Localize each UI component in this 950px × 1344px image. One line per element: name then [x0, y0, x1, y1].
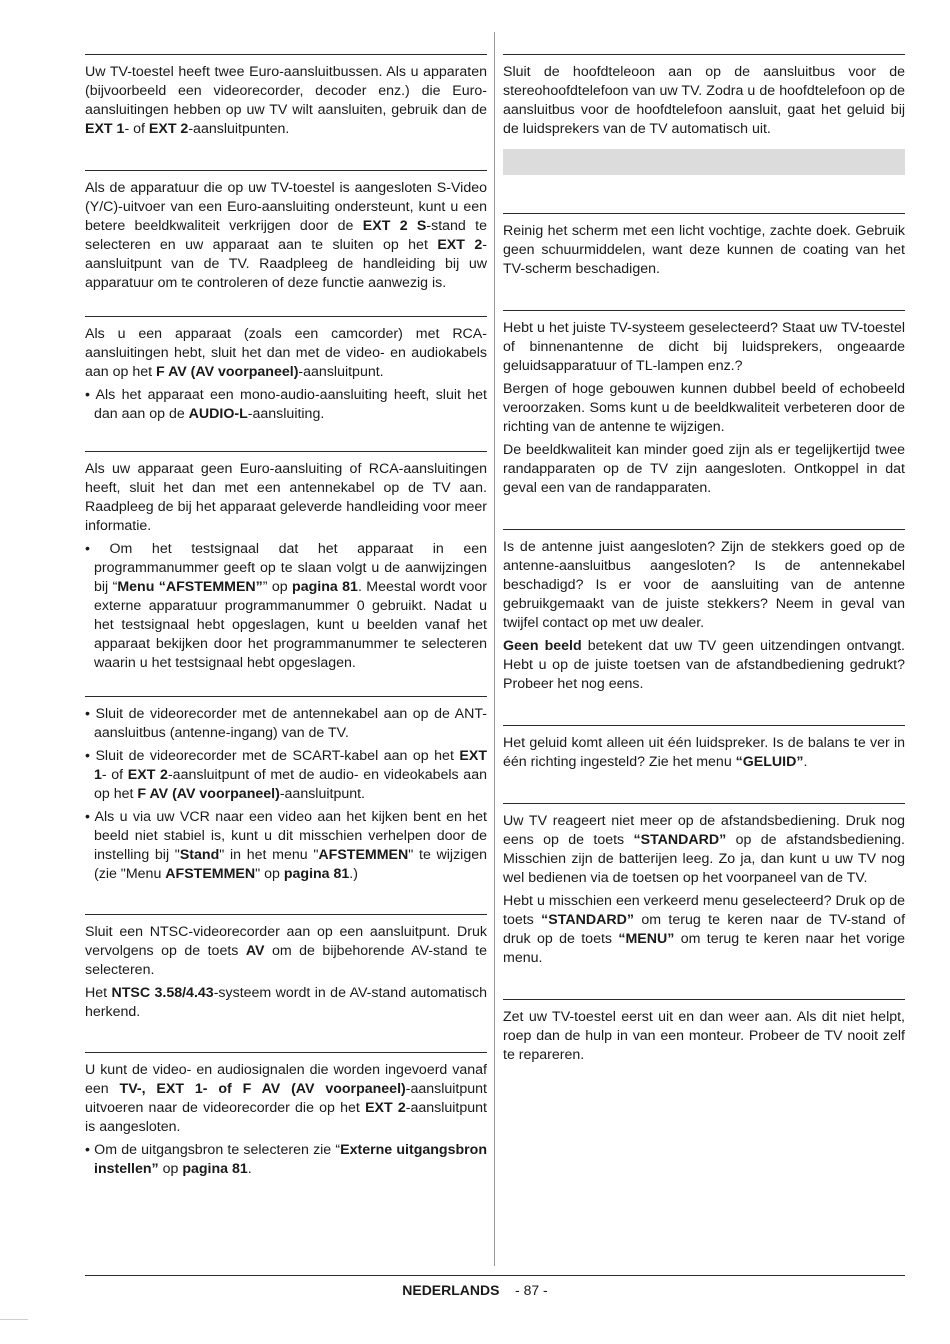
section-rule: [503, 213, 905, 214]
section-rule: [503, 725, 905, 726]
section-rule: [85, 170, 487, 171]
right-section-7: [503, 999, 905, 1069]
section-rule: [503, 54, 905, 55]
left-section-4: [85, 451, 487, 677]
section-rule: [503, 310, 905, 311]
paragraph: Sluit de hoofdteleoon aan op de aansluitbus voor de stereohoofdtelefoon van uw TV. Zodra u de hoofdtelefoon op de aansluitbus voor de hoofdtelefoon aansluit, gaat het geluid bij de luidsprekers van de TV automatisch uit.: [503, 64, 905, 137]
paragraph: Sluit een NTSC-videorecorder aan op een aansluitpunt. Druk vervolgens op de toets AV om de bijbehorende AV-stand te selecteren.: [85, 924, 487, 978]
paragraph: De beeldkwaliteit kan minder goed zijn als er tegelijkertijd twee randapparaten op de TV zijn aangesloten. Ontkoppel in dat geval een van de randapparaten.: [503, 442, 905, 496]
left-section-3: [85, 316, 487, 428]
right-section-6: [503, 803, 905, 972]
right-section-3: [503, 310, 905, 502]
paragraph: Hebt u misschien een verkeerd menu geselecteerd? Druk op de toets “STANDARD” om terug te keren naar de TV-stand of druk op de toets “MENU” om terug te keren naar het vorige menu.: [503, 893, 906, 966]
right-section-1: [503, 54, 905, 143]
left-section-2: [85, 170, 487, 297]
paragraph: Uw TV-toestel heeft twee Euro-aansluitbussen. Als u apparaten (bijvoorbeeld een videorecorder, decoder enz.) die Euro-aansluitingen hebben op uw TV wilt aansluiten, gebruik dan de EXT 1- of EXT 2-aansluitpunten.: [85, 64, 487, 137]
left-section-1: [85, 54, 487, 143]
section-rule: [85, 451, 487, 452]
right-section-4: [503, 529, 905, 698]
paragraph: Hebt u het juiste TV-systeem geselecteerd? Staat uw TV-toestel of binnenantenne de dicht bij luidsprekers, ongeaarde geluidsapparatuur of TL-lampen enz.?: [503, 320, 905, 374]
paragraph: Geen beeld betekent dat uw TV geen uitzendingen ontvangt. Hebt u op de juiste toetsen van de afstandbediening gedrukt? Probeer het nog eens.: [503, 638, 905, 692]
grey-heading-bar: [503, 149, 905, 175]
paragraph: Is de antenne juist aangesloten? Zijn de stekkers goed op de antenne-aansluitbus aangesloten? Is de antennekabel beschadigd? Is er voor de aansluiting van de antenne gebruikgemaakt van de juiste stekkers? Neem in geval van twijfel contact op met uw dealer.: [503, 539, 905, 631]
paragraph: Het NTSC 3.58/4.43-systeem wordt in de AV-stand automatisch herkend.: [85, 985, 487, 1020]
section-rule: [503, 803, 905, 804]
bullet-item: • Sluit de videorecorder met de antennekabel aan op de ANT-aansluitbus (antenne-ingang) van de TV.: [85, 706, 487, 741]
section-rule: [503, 529, 905, 530]
section-rule: [85, 54, 487, 55]
bullet-item: • Als het apparaat een mono-audio-aansluiting heeft, sluit het dan aan op de AUDIO-L-aansluiting.: [85, 387, 487, 422]
footer-language: NEDERLANDS: [402, 1282, 500, 1298]
left-section-5: [85, 696, 487, 888]
section-rule: [85, 1052, 487, 1053]
section-rule: [503, 999, 905, 1000]
section-rule: [85, 696, 487, 697]
page-number: - 87 -: [515, 1282, 548, 1298]
paragraph: U kunt de video- en audiosignalen die worden ingevoerd vanaf een TV-, EXT 1- of F AV (AV voorpaneel)-aansluitpunt uitvoeren naar de videorecorder die op het EXT 2-aansluitpunt is aangesloten.: [85, 1062, 487, 1135]
bullet-item: • Als u via uw VCR naar een video aan het kijken bent en het beeld niet stabiel is, kunt u dit misschien verhelpen door de instelling bij "Stand" in het menu "AFSTEMMEN" te wijzigen (zie "Menu AFSTEMMEN" op pagina 81.): [85, 809, 487, 882]
corner-mark: [0, 1319, 28, 1320]
bullet-item: • Om het testsignaal dat het apparaat in een programmanummer geeft op te slaan volgt u de aanwijzingen bij “Menu “AFSTEMMEN”” op pagina 81. Meestal wordt voor externe apparatuur programmanummer 0 gebruikt. Nadat u het testsignaal hebt opgeslagen, kunt u beelden vanaf het apparaat bekijken door het programmanummer te selecteren waarin u het testsignaal hebt opgeslagen.: [85, 541, 487, 671]
paragraph: Als uw apparaat geen Euro-aansluiting of RCA-aansluitingen heeft, sluit het dan met een antennekabel op de TV aan. Raadpleeg de bij het apparaat geleverde handleiding voor meer informatie.: [85, 461, 487, 534]
paragraph: Zet uw TV-toestel eerst uit en dan weer aan. Als dit niet helpt, roep dan de hulp in van een monteur. Probeer de TV nooit zelf te repareren.: [503, 1009, 905, 1063]
left-section-6: [85, 914, 487, 1026]
page-footer: [0, 1281, 950, 1299]
paragraph: Het geluid komt alleen uit één luidspreker. Is de balans te ver in één richting ingesteld? Zie het menu “GELUID”.: [503, 735, 905, 770]
paragraph: Als u een apparaat (zoals een camcorder) met RCA-aansluitingen hebt, sluit het dan met de video- en audiokabels aan op het F AV (AV voorpaneel)-aansluitpunt.: [85, 326, 487, 380]
paragraph: Bergen of hoge gebouwen kunnen dubbel beeld of echobeeld veroorzaken. Soms kunt u de beeldkwaliteit verbeteren door de richting van de antenne te wijzigen.: [503, 381, 905, 435]
paragraph: Als de apparatuur die op uw TV-toestel is aangesloten S-Video (Y/C)-uitvoer van een Euro-aansluiting ondersteunt, kunt u een betere beeldkwaliteit verkrijgen door de EXT 2 S-stand te selecteren en uw apparaat aan te sluiten op het EXT 2-aansluitpunt van de TV. Raadpleeg de handleiding bij uw apparatuur om te controleren of deze functie aanwezig is.: [85, 180, 487, 291]
left-section-7: [85, 1052, 487, 1183]
paragraph: Reinig het scherm met een licht vochtige, zachte doek. Gebruik geen schuurmiddelen, want deze kunnen de coating van het TV-scherm beschadigen.: [503, 223, 905, 277]
bullet-item: • Sluit de videorecorder met de SCART-kabel aan op het EXT 1- of EXT 2-aansluitpunt of met de audio- en videokabels aan op het F AV (AV voorpaneel)-aansluitpunt.: [85, 748, 487, 802]
footer-rule: [85, 1275, 905, 1276]
bullet-item: • Om de uitgangsbron te selecteren zie “Externe uitgangsbron instellen” op pagina 81.: [85, 1142, 487, 1177]
right-section-2: [503, 213, 905, 283]
section-rule: [85, 316, 487, 317]
column-divider: [494, 32, 495, 1266]
section-rule: [85, 914, 487, 915]
paragraph: Uw TV reageert niet meer op de afstandsbediening. Druk nog eens op de toets “STANDARD” op de afstandsbediening. Misschien zijn de batterijen leeg. Zo ja, dan kunt u uw TV nog wel bedienen via de toetsen op het voorpaneel van de TV.: [503, 813, 906, 886]
right-section-5: [503, 725, 905, 776]
